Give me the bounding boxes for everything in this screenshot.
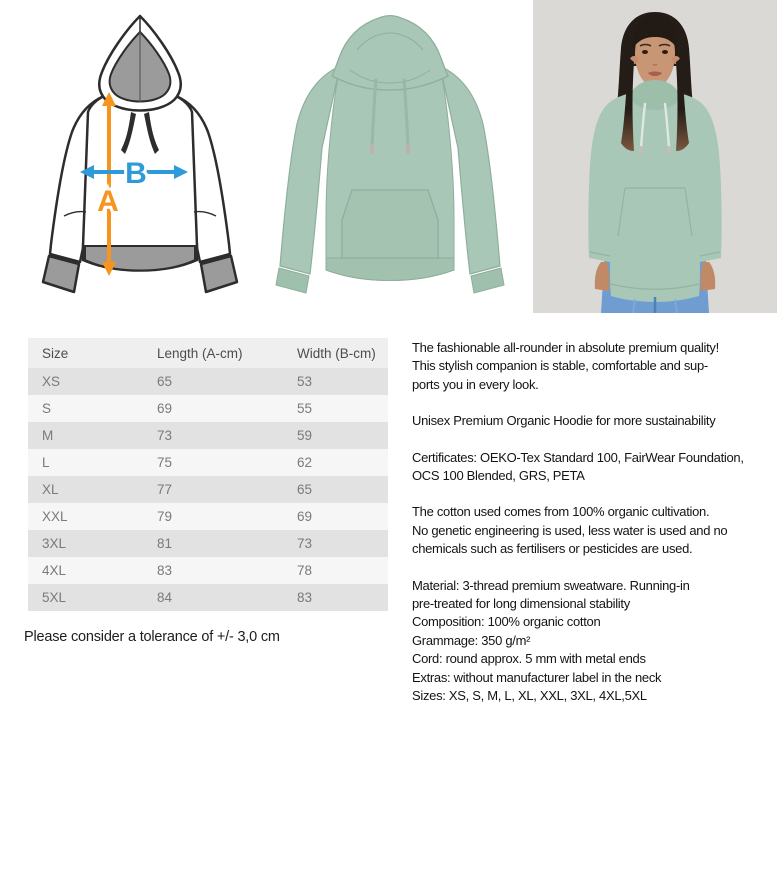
column-header-size: Size <box>28 338 143 368</box>
width-cell: 83 <box>283 584 388 611</box>
product-description <box>412 339 774 706</box>
size-cell: M <box>28 422 143 449</box>
size-cell: XL <box>28 476 143 503</box>
table-row <box>28 503 388 530</box>
width-cell: 65 <box>283 476 388 503</box>
length-cell: 75 <box>143 449 283 476</box>
model-photo-graphic <box>533 0 777 313</box>
description-cotton-paragraph: The cotton used comes from 100% organic cultivation. No genetic engineering is used, less water is used and no chemicals such as fertilisers or pesticides are used. <box>412 504 728 557</box>
flat-hoodie-graphic <box>262 8 518 304</box>
table-row <box>28 584 388 611</box>
hoodie-model-photo <box>533 0 777 313</box>
description-certificates-paragraph: Certificates: OEKO-Tex Standard 100, FairWear Foundation, OCS 100 Blended, GRS, PETA <box>412 449 744 484</box>
size-cell: S <box>28 395 143 422</box>
length-cell: 77 <box>143 476 283 503</box>
hoodie-measurement-diagram-image <box>30 8 250 304</box>
size-cell: XXL <box>28 503 143 530</box>
size-cell: 5XL <box>28 584 143 611</box>
table-row <box>28 395 388 422</box>
width-cell: 78 <box>283 557 388 584</box>
length-cell: 84 <box>143 584 283 611</box>
size-cell: XS <box>28 368 143 395</box>
width-cell: 69 <box>283 503 388 530</box>
size-chart-table <box>28 338 388 611</box>
length-cell: 69 <box>143 395 283 422</box>
description-intro-paragraph: The fashionable all-rounder in absolute premium quality! This stylish companion is stable, comfortable and sup- ports you in every look. <box>412 340 719 392</box>
length-label-a: A <box>97 185 119 218</box>
width-cell: 73 <box>283 530 388 557</box>
hoodie-line-drawing <box>30 8 250 304</box>
description-sustainability-paragraph: Unisex Premium Organic Hoodie for more sustainability <box>412 413 716 429</box>
length-cell: 81 <box>143 530 283 557</box>
table-row <box>28 557 388 584</box>
length-cell: 73 <box>143 422 283 449</box>
table-row <box>28 368 388 395</box>
length-cell: 65 <box>143 368 283 395</box>
table-row <box>28 476 388 503</box>
width-cell: 62 <box>283 449 388 476</box>
column-header-width: Width (B-cm) <box>283 338 388 368</box>
table-row <box>28 449 388 476</box>
column-header-length: Length (A-cm) <box>143 338 283 368</box>
width-cell: 59 <box>283 422 388 449</box>
length-cell: 79 <box>143 503 283 530</box>
size-chart-header-row <box>28 338 388 368</box>
width-cell: 53 <box>283 368 388 395</box>
size-cell: 3XL <box>28 530 143 557</box>
size-cell: 4XL <box>28 557 143 584</box>
hoodie-product-image <box>262 8 518 304</box>
length-cell: 83 <box>143 557 283 584</box>
width-cell: 55 <box>283 395 388 422</box>
description-specs-paragraph: Material: 3-thread premium sweatware. Running-in pre-treated for long dimensional stability Composition: 100% organic cotton Grammage: 350 g/m² Cord: round approx. 5 mm with metal ends Extras: without manufacturer label in the neck Sizes: XS, S, M, L, XL, XXL, 3XL, 4XL,5XL <box>412 577 690 704</box>
width-label-b: B <box>125 157 147 190</box>
tolerance-note: Please consider a tolerance of +/- 3,0 cm <box>24 629 280 645</box>
table-row <box>28 530 388 557</box>
table-row <box>28 422 388 449</box>
size-cell: L <box>28 449 143 476</box>
